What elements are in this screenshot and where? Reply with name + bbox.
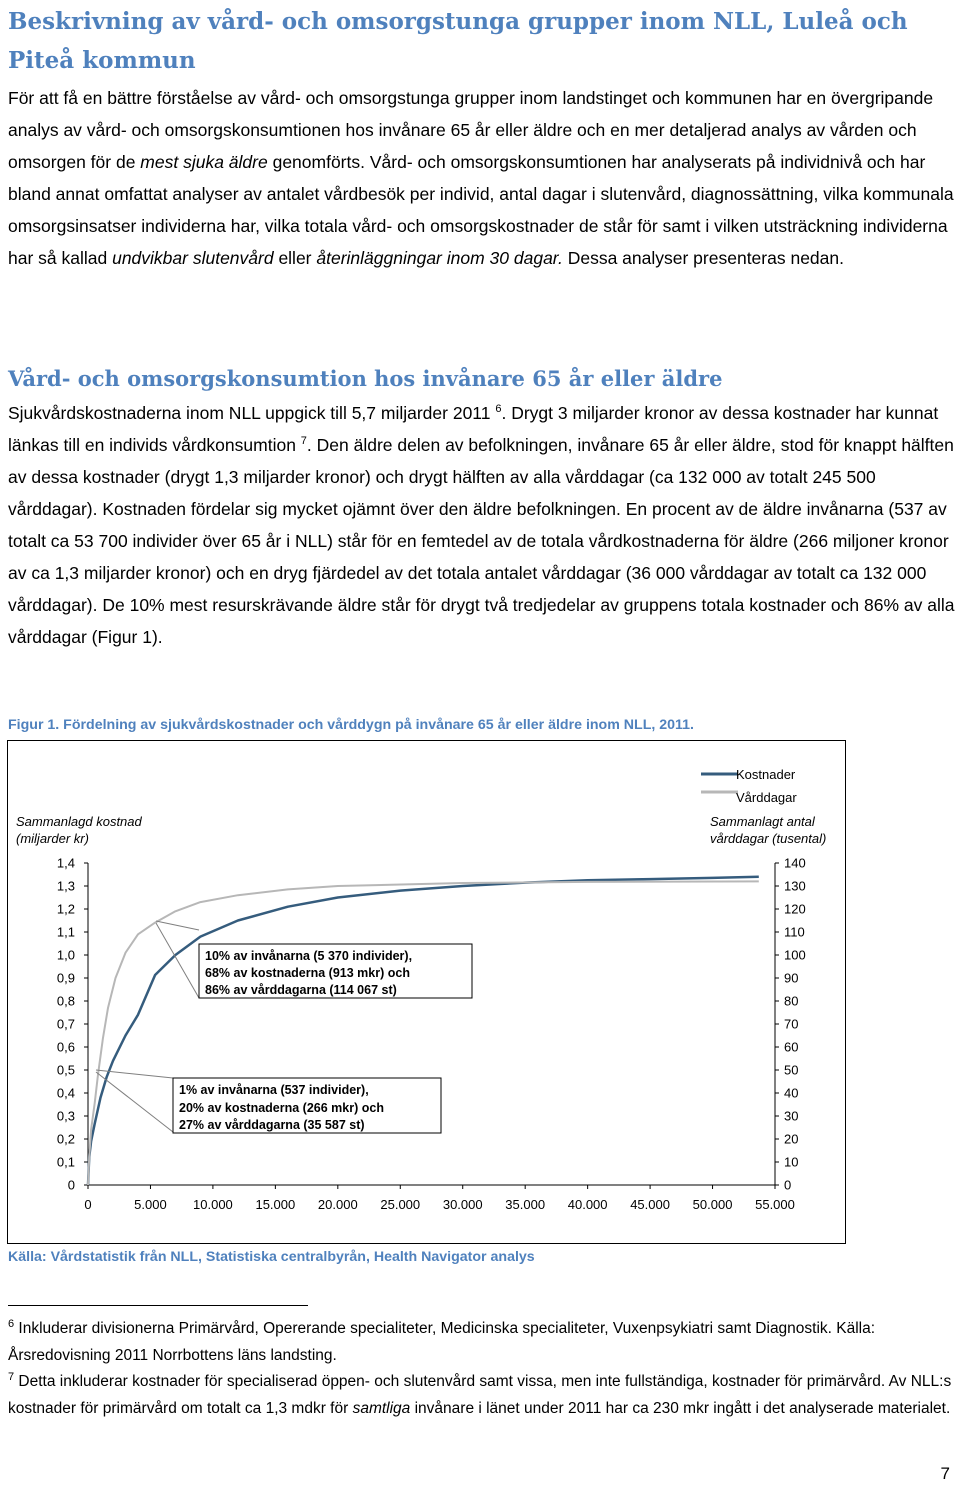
legend-label-varddagar: Vårddagar [736, 790, 797, 805]
x-tick-label: 25.000 [380, 1197, 421, 1212]
y-right-tick-label: 120 [784, 901, 806, 917]
annotation-1pct-line3: 27% av vårddagarna (35 587 st) [179, 1118, 365, 1132]
y-left-axis-title-line1: Sammanlagd kostnad [16, 814, 142, 829]
annotation-10pct-leader-top [156, 921, 199, 930]
y-left-tick-label: 0,9 [56, 970, 75, 986]
footnote-6 [8, 1316, 956, 1369]
y-right-tick-label: 50 [784, 1062, 799, 1078]
x-tick-label: 55.000 [755, 1197, 795, 1212]
y-right-tick-label: 70 [784, 1016, 799, 1032]
y-left-tick-label: 0,6 [56, 1039, 75, 1055]
x-tick-label: 40.000 [567, 1197, 608, 1212]
y-left-tick-label: 0 [67, 1177, 75, 1193]
y-left-tick-label: 1,3 [56, 878, 75, 894]
chart-axes [57, 856, 806, 1213]
figure-caption: Figur 1. Fördelning av sjukvårdskostnader och vårddygn på invånare 65 år eller äldre inom NLL, 2011. [8, 717, 694, 733]
y-right-axis-title-line2: vårddagar (tusental) [710, 831, 827, 846]
x-tick-label: 20.000 [317, 1197, 358, 1212]
y-left-tick-label: 0,2 [56, 1131, 75, 1147]
figure-source: Källa: Vårdstatistik från NLL, Statistiska centralbyrån, Health Navigator analys [8, 1249, 535, 1265]
annotation-1pct-leader-bottom [96, 1072, 173, 1132]
series-line-kostnader [88, 877, 759, 1185]
y-left-tick-label: 0,5 [56, 1062, 75, 1078]
section-text-1: Sjukvårdskostnaderna inom NLL uppgick till 5,7 miljarder 2011 [8, 403, 491, 423]
x-tick-label: 50.000 [692, 1197, 733, 1212]
footnote-6-text: Inkluderar divisionerna Primärvård, Opererande specialiteter, Medicinska specialiteter, Vuxenpsykiatri samt Diagnostik. Källa: Årsredovisning 2011 Norrbottens läns landsting. [8, 1320, 876, 1364]
footnote-7 [8, 1369, 956, 1422]
chart-lines [88, 877, 759, 1185]
y-right-tick-label: 40 [784, 1085, 799, 1101]
annotation-10pct-line1: 10% av invånarna (5 370 individer), [205, 949, 413, 963]
chart-svg [8, 741, 847, 1245]
section-text-2: . Drygt 3 miljarder kronor av dessa kostnader har kunnat länkas till en individs vårdkonsumtion [8, 403, 939, 455]
y-right-tick-label: 90 [784, 970, 799, 986]
footnote-7-text-2: invånare i länet under 2011 har ca 230 mkr ingått i det analyserade materialet. [410, 1399, 951, 1417]
intro-paragraph [8, 82, 958, 274]
x-tick-label: 35.000 [505, 1197, 546, 1212]
y-left-tick-label: 1,0 [56, 947, 75, 963]
footnote-ref-6[interactable]: 6 [495, 403, 502, 415]
x-tick-label: 15.000 [255, 1197, 296, 1212]
y-right-tick-label: 60 [784, 1039, 799, 1055]
footnote-7-text-1: Detta inkluderar kostnader för specialiserad öppen- och slutenvård samt vissa, men inte fullständiga, kostnader för primärvård. Av NLL:s kostnader för primärvård om totalt ca 1,3 mdkr för [8, 1373, 952, 1417]
x-tick-label: 5.000 [134, 1197, 167, 1212]
y-left-tick-label: 1,4 [56, 855, 75, 871]
y-left-tick-label: 0,4 [56, 1085, 75, 1101]
y-right-axis-title-line1: Sammanlagt antal [710, 814, 815, 829]
x-tick-label: 0 [84, 1197, 92, 1212]
series-line-varddagar [88, 881, 759, 1185]
footnote-ref-7[interactable]: 7 [300, 435, 307, 447]
section-text-3: . Den äldre delen av befolkningen, invånare 65 år eller äldre, stod för knappt hälften av dessa kostnader (drygt 1,3 miljarder kronor) och drygt hälften av alla vårddagar (ca 132 000 av totalt 245 500 vårddagar). Kostnaden fördelar sig mycket ojämnt över den äldre befolkningen. En procent av de äldre invånarna (537 av totalt ca 53 700 individer över 65 år i NLL) står för en femtedel av de totala vårdkostnaderna för äldre (266 miljoner kronor av ca 1,3 miljarder kronor) och en dryg fjärdedel av det totala antalet vårddagar (36 000 vårddagar av totalt ca 132 000 vårddagar). De 10% mest resurskrävande äldre står för drygt två tredjedelar av gruppens totala kostnader och 86% av alla vårddagar (Figur 1). [8, 435, 955, 647]
footnote-7-number: 7 [8, 1371, 15, 1383]
footnote-separator [8, 1305, 308, 1306]
annotation-10pct-line3: 86% av vårddagarna (114 067 st) [205, 983, 397, 997]
y-right-tick-label: 0 [784, 1177, 792, 1193]
intro-italic-2: undvikbar slutenvård [112, 248, 274, 268]
y-left-tick-label: 0,8 [56, 993, 75, 1009]
page-number: 7 [940, 1464, 950, 1483]
footnote-7-italic: samtliga [352, 1399, 411, 1417]
x-tick-label: 45.000 [630, 1197, 670, 1212]
footnote-6-number: 6 [8, 1318, 15, 1330]
y-left-tick-label: 0,1 [56, 1154, 75, 1170]
y-left-tick-label: 1,1 [56, 924, 75, 940]
section-paragraph [8, 397, 958, 653]
y-left-tick-label: 1,2 [56, 901, 75, 917]
figure-1-chart [7, 740, 846, 1244]
annotation-1pct-line2: 20% av kostnaderna (266 mkr) och [179, 1101, 384, 1115]
intro-text-4: Dessa analyser presenteras nedan. [562, 248, 844, 268]
y-right-tick-label: 140 [784, 855, 806, 871]
y-right-tick-label: 30 [784, 1108, 799, 1124]
y-right-tick-label: 100 [784, 947, 806, 963]
y-right-tick-label: 10 [784, 1154, 799, 1170]
y-right-tick-label: 110 [784, 924, 805, 940]
y-right-tick-label: 130 [784, 878, 806, 894]
page-heading: Beskrivning av vård- och omsorgstunga grupper inom NLL, Luleå och Piteå kommun [8, 8, 908, 74]
intro-italic-3: återinläggningar inom 30 dagar. [316, 248, 563, 268]
intro-text-1: För att få en bättre förståelse av vård- och omsorgstunga grupper inom landstinget och kommunen har en övergripande analys av vård- och omsorgskonsumtionen hos invånare 65 år eller äldre och en mer detaljerad analys av vården och omsorgen för de [8, 88, 934, 172]
legend-label-kostnader: Kostnader [736, 767, 796, 782]
y-left-tick-label: 0,7 [56, 1016, 75, 1032]
x-tick-label: 10.000 [193, 1197, 233, 1212]
y-left-axis-title-line2: (miljarder kr) [16, 831, 89, 846]
footnotes [8, 1316, 956, 1422]
intro-text-2: genomförts. Vård- och omsorgskonsumtionen har analyserats på individnivå och har bland annat omfattat analyser av antalet vårdbesök per individ, antal dagar i slutenvård, diagnossättning, vilka kommunala omsorgsinsatser individerna har, vilka totala vård- och omsorgskostnader de står för samt i vilken utsträckning individerna har så kallad [8, 152, 954, 268]
y-left-tick-label: 0,3 [56, 1108, 75, 1124]
annotation-10pct-leader-bottom [156, 923, 199, 998]
y-right-tick-label: 80 [784, 993, 799, 1009]
annotation-1pct-line1: 1% av invånarna (537 individer), [179, 1083, 369, 1097]
intro-text-3: eller [273, 248, 317, 268]
annotation-10pct-line2: 68% av kostnaderna (913 mkr) och [205, 966, 410, 980]
intro-italic-1: mest sjuka äldre [140, 152, 268, 172]
x-tick-label: 30.000 [442, 1197, 483, 1212]
y-right-tick-label: 20 [784, 1131, 799, 1147]
section-heading: Vård- och omsorgskonsumtion hos invånare 65 år eller äldre [8, 366, 723, 391]
